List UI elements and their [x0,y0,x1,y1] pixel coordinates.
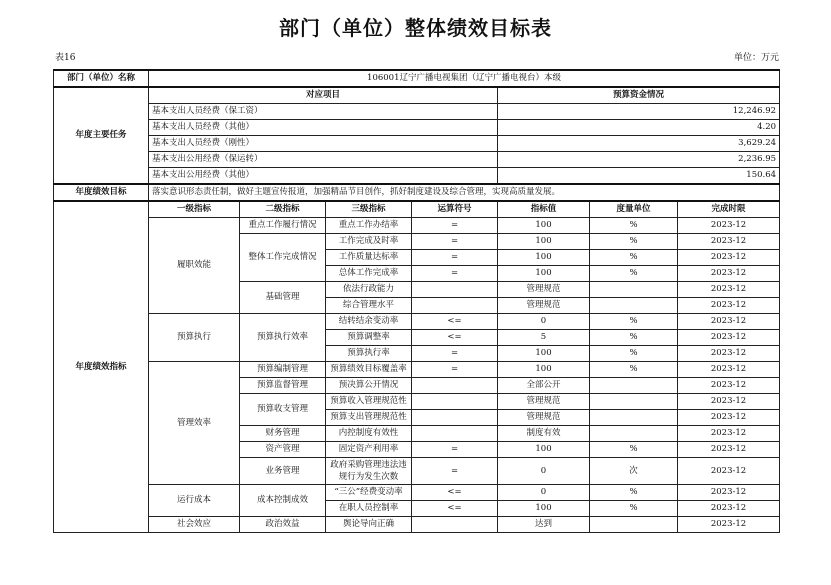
level3-cell: 固定资产利用率 [326,442,412,458]
level1-cell: 社会效应 [149,517,240,533]
level3-cell: 预算执行率 [326,346,412,362]
deadline-cell: 2023-12 [678,410,780,426]
dept-label: 部门（单位）名称 [54,70,149,87]
deadline-cell: 2023-12 [678,346,780,362]
task-item: 基本支出人员经费（刚性） [149,136,498,152]
unit-cell: % [590,330,678,346]
level2-cell: 资产管理 [240,442,326,458]
deadline-cell: 2023-12 [678,234,780,250]
level2-cell: 成本控制成效 [240,485,326,517]
value-cell: 0 [498,314,590,330]
table-row [54,485,780,501]
value-cell: 管理规范 [498,410,590,426]
level3-cell: 预算支出管理规范性 [326,410,412,426]
value-cell: 5 [498,330,590,346]
operator-cell [412,378,498,394]
operator-cell: <= [412,501,498,517]
value-cell: 全部公开 [498,378,590,394]
deadline-cell: 2023-12 [678,485,780,501]
operator-cell: = [412,218,498,234]
operator-cell: <= [412,314,498,330]
level2-cell: 整体工作完成情况 [240,234,326,282]
operator-cell: <= [412,330,498,346]
operator-cell: = [412,250,498,266]
unit-cell [590,378,678,394]
unit-cell: % [590,346,678,362]
deadline-cell: 2023-12 [678,426,780,442]
col-level1: 一级指标 [149,201,240,218]
operator-cell [412,394,498,410]
unit-cell: % [590,266,678,282]
table-number: 表16 [55,53,76,63]
level3-cell: “三公”经费变动率 [326,485,412,501]
unit-cell: % [590,442,678,458]
deadline-cell: 2023-12 [678,362,780,378]
table-row [54,120,780,136]
deadline-cell: 2023-12 [678,266,780,282]
level2-cell: 基础管理 [240,282,326,314]
task-item: 基本支出公用经费（其他） [149,168,498,185]
task-item: 基本支出人员经费（保工资） [149,104,498,120]
level3-cell: 预算绩效目标覆盖率 [326,362,412,378]
level1-cell: 运行成本 [149,485,240,517]
indicators-label: 年度绩效指标 [54,201,149,533]
task-amount: 3,629.24 [498,136,780,152]
dept-row [54,70,780,87]
value-cell: 管理规范 [498,298,590,314]
value-cell: 100 [498,250,590,266]
task-amount: 150.64 [498,168,780,185]
task-amount: 2,236.95 [498,152,780,168]
task-amount: 12,246.92 [498,104,780,120]
deadline-cell: 2023-12 [678,378,780,394]
unit-cell [590,517,678,533]
deadline-cell: 2023-12 [678,458,780,485]
unit-label: 单位：万元 [733,53,779,63]
level3-cell: 舆论导向正确 [326,517,412,533]
tasks-col-amount: 预算资金情况 [498,87,780,104]
unit-cell [590,282,678,298]
value-cell: 100 [498,501,590,517]
col-operator: 运算符号 [412,201,498,218]
page-title: 部门（单位）整体绩效目标表 [279,16,552,40]
value-cell: 100 [498,266,590,282]
unit-cell: % [590,234,678,250]
tasks-col-item: 对应项目 [149,87,498,104]
level2-cell: 预算收支管理 [240,394,326,426]
level2-cell: 预算编制管理 [240,362,326,378]
value-cell: 0 [498,485,590,501]
operator-cell: = [412,346,498,362]
level2-cell: 预算监督管理 [240,378,326,394]
level3-cell: 工作质量达标率 [326,250,412,266]
operator-cell [412,517,498,533]
table-row [54,152,780,168]
value-cell: 100 [498,442,590,458]
level3-cell: 预决算公开情况 [326,378,412,394]
deadline-cell: 2023-12 [678,442,780,458]
level2-cell: 预算执行效率 [240,314,326,362]
unit-cell: 次 [590,458,678,485]
goal-text: 落实意识形态责任制，做好主题宣传报道，加强精品节目创作，抓好制度建设及综合管理，实现高质量发展。 [149,184,780,201]
tasks-label: 年度主要任务 [54,87,149,184]
unit-cell: % [590,485,678,501]
value-cell: 100 [498,218,590,234]
level3-cell: 预算调整率 [326,330,412,346]
operator-cell: = [412,234,498,250]
operator-cell: = [412,266,498,282]
value-cell: 100 [498,234,590,250]
level3-cell: 政府采购管理违法违规行为发生次数 [326,458,412,485]
operator-cell: <= [412,485,498,501]
level3-cell: 综合管理水平 [326,298,412,314]
deadline-cell: 2023-12 [678,330,780,346]
task-item: 基本支出人员经费（其他） [149,120,498,136]
operator-cell [412,426,498,442]
operator-cell [412,282,498,298]
unit-cell: % [590,250,678,266]
deadline-cell: 2023-12 [678,250,780,266]
operator-cell [412,298,498,314]
col-deadline: 完成时限 [678,201,780,218]
deadline-cell: 2023-12 [678,394,780,410]
table-row [54,314,780,330]
level2-cell: 业务管理 [240,458,326,485]
level2-cell: 财务管理 [240,426,326,442]
table-row [54,104,780,120]
table-row [54,362,780,378]
level3-cell: 结转结余变动率 [326,314,412,330]
operator-cell [412,410,498,426]
operator-cell: = [412,362,498,378]
col-unit: 度量单位 [590,201,678,218]
unit-cell: % [590,314,678,330]
col-value: 指标值 [498,201,590,218]
level1-cell: 预算执行 [149,314,240,362]
deadline-cell: 2023-12 [678,517,780,533]
indicators-header-row [54,201,780,218]
value-cell: 100 [498,362,590,378]
tasks-header-row [54,87,780,104]
deadline-cell: 2023-12 [678,218,780,234]
unit-cell: % [590,501,678,517]
unit-cell [590,410,678,426]
value-cell: 管理规范 [498,282,590,298]
table-row [54,218,780,234]
level3-cell: 在职人员控制率 [326,501,412,517]
operator-cell: = [412,442,498,458]
unit-cell [590,394,678,410]
level1-cell: 履职效能 [149,218,240,314]
level1-cell: 管理效率 [149,362,240,485]
level2-cell: 政治效益 [240,517,326,533]
deadline-cell: 2023-12 [678,298,780,314]
operator-cell: = [412,458,498,485]
task-item: 基本支出公用经费（保运转） [149,152,498,168]
level3-cell: 预算收入管理规范性 [326,394,412,410]
goal-row [54,184,780,201]
table-row [54,517,780,533]
deadline-cell: 2023-12 [678,501,780,517]
deadline-cell: 2023-12 [678,282,780,298]
table-row [54,136,780,152]
value-cell: 管理规范 [498,394,590,410]
table-row [54,168,780,185]
value-cell: 达到 [498,517,590,533]
unit-cell [590,426,678,442]
value-cell: 100 [498,346,590,362]
level3-cell: 总体工作完成率 [326,266,412,282]
level3-cell: 重点工作办结率 [326,218,412,234]
col-level3: 三级指标 [326,201,412,218]
deadline-cell: 2023-12 [678,314,780,330]
unit-cell: % [590,362,678,378]
level2-cell: 重点工作履行情况 [240,218,326,234]
value-cell: 制度有效 [498,426,590,442]
performance-table [53,69,780,533]
level3-cell: 依法行政能力 [326,282,412,298]
level3-cell: 内控制度有效性 [326,426,412,442]
goal-label: 年度绩效目标 [54,184,149,201]
level3-cell: 工作完成及时率 [326,234,412,250]
task-amount: 4.20 [498,120,780,136]
dept-name: 106001辽宁广播电视集团（辽宁广播电视台）本级 [149,70,780,87]
unit-cell [590,298,678,314]
col-level2: 二级指标 [240,201,326,218]
unit-cell: % [590,218,678,234]
value-cell: 0 [498,458,590,485]
